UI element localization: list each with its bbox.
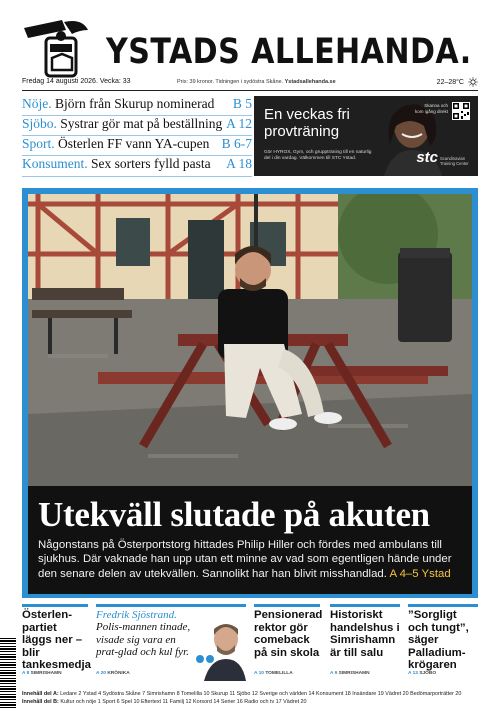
masthead: [10, 8, 490, 80]
main-story-photo[interactable]: [28, 194, 472, 486]
bottom-teaser[interactable]: Pensionerad rektor gör comeback på sin skola A 10 TOMELILLA: [254, 604, 320, 680]
bottom-teaser[interactable]: Historiskt handelshus i Simrishamn är till salu A 9 SIMRISHAMN: [330, 604, 400, 680]
teaser-divider: [22, 176, 252, 177]
website-link[interactable]: Ystadsallehanda.se: [284, 79, 336, 85]
stc-logo: stc: [416, 149, 438, 166]
stc-logo-subtitle: Scandinavian Training Center: [440, 156, 469, 166]
teaser-item[interactable]: Sport. Österlen FF vann YA-cupen B 6-7: [22, 136, 252, 151]
dateline: [22, 78, 478, 90]
teaser-divider: [22, 155, 252, 156]
issue-date: Fredag 14 augusti 2026. Vecka: 33: [22, 78, 131, 85]
ad-headline: En veckas fri provträning: [264, 106, 350, 140]
ad-body: Gör HYROX, Gym, och gruppträning till en naturlig del i din vardag. Välkommen till STC Ystad.: [264, 150, 372, 161]
newspaper-title: YSTADS ALLEHANDA.: [106, 32, 472, 72]
bottom-teaser[interactable]: ”Sorgligt och tungt”, säger Palladium-krögaren A 13 SJÖBO: [408, 604, 478, 680]
teaser-item[interactable]: Nöje. Björn från Skurup nominerad B 5: [22, 96, 252, 111]
column-teaser[interactable]: Fredrik Sjöstrand. Polis-mannen tinade, visade sig vara en prat-glad och kul fyr. A 20 KRÖNIKA: [96, 604, 246, 680]
contents-part-a: Innehåll del A: Ledare 2 Ystad 4 Sydöstra Skåne 7 Simrishamn 8 Tomelilla 10 Skurup 11 Sjöbo 12 Sverige och världen 14 Konsument 18 Insändare 19 Vädret 20 Bedömarporträtter 20: [22, 691, 462, 697]
masthead-rule: [22, 90, 478, 91]
main-lead: Någonstans på Österportstorg hittades Philip Hiller och fördes med ambulans till sjukhus. Där vaknade han upp utan ett minne av vad som egentligen hände under den senare delen av utekvällen. Sannolikt har han blivit misshandlad. A 4–5 Ystad: [38, 539, 452, 580]
teaser-divider: [22, 115, 252, 116]
man-on-bench-image: [28, 194, 472, 486]
teaser-item[interactable]: Sjöbo. Systrar gör mat på beställning A 12: [22, 116, 252, 131]
table-of-contents: [22, 690, 478, 706]
teaser-divider: [22, 135, 252, 136]
barcode-icon: [0, 638, 16, 708]
columnist-portrait-image: [190, 615, 246, 681]
weather: [437, 77, 478, 87]
main-headline[interactable]: Utekväll slutade på akuten: [38, 495, 430, 534]
bottom-teaser[interactable]: Österlen-partiet läggs ner – blir tankesmedja A 8 SIMRISHAMN: [22, 604, 88, 680]
gym-advertisement[interactable]: [254, 96, 478, 176]
sun-icon: [468, 77, 478, 87]
teaser-item[interactable]: Konsument. Sex sorters fylld pasta A 18: [22, 156, 252, 171]
bottom-teasers: [22, 604, 478, 682]
ad-scan-note: Skanna och kom igång direkt: [414, 103, 448, 114]
herald-logo-icon: [22, 18, 94, 80]
temperature: 22–28°C: [436, 78, 464, 86]
price-info: Pris: 39 kronor. Tidningen i sydöstra Skåne. Ystadsallehanda.se: [177, 79, 336, 85]
contents-part-b: Innehåll del B: Kultur och nöje 1 Sport 6 Spel 10 Eftertext 11 Familj 12 Korsord 14 Serier 16 Radio och tv 17 Vädret 20: [22, 699, 307, 705]
qr-code-icon[interactable]: [452, 102, 470, 120]
lead-page-ref[interactable]: A 4–5 Ystad: [389, 567, 451, 580]
